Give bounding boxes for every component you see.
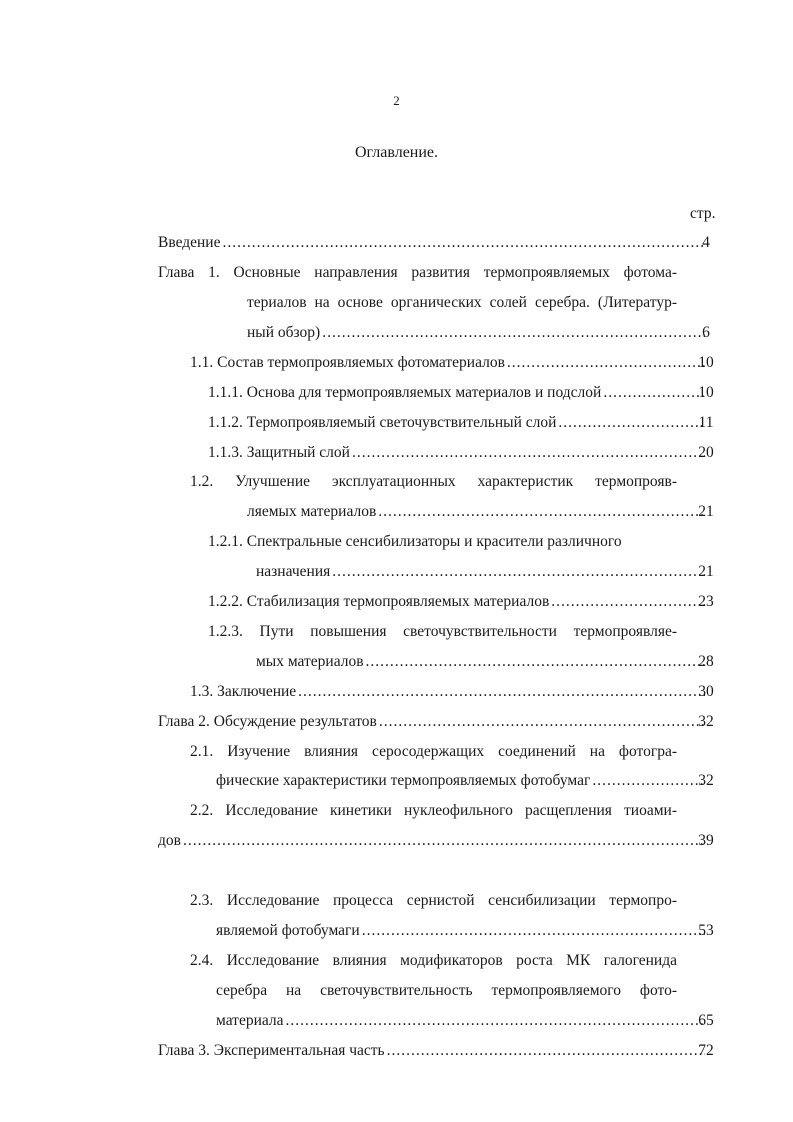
- toc-section-1-1: [190, 353, 705, 373]
- page-column-label: стр.: [690, 205, 716, 222]
- toc-section-1-2-line-2: [247, 502, 705, 522]
- toc-section-2-2-line-1: 2.2. Исследование кинетики нуклеофильного расщепления тиоами-: [190, 802, 677, 819]
- toc-page-number: 6: [702, 324, 710, 341]
- toc-entry-text: ный обзор): [247, 324, 321, 341]
- toc-chapter-1-line-1: Глава 1. Основные направления развития термопроявляемых фотома-: [158, 264, 677, 281]
- toc-section-1-1-2: [208, 413, 705, 433]
- toc-section-2-4-line-1: 2.4. Исследование влияния модификаторов роста МК галогенида: [190, 952, 677, 969]
- toc-section-1-2-line-1: 1.2. Улучшение эксплуатационных характеристик термопрояв-: [190, 473, 677, 490]
- leader-dots: [549, 592, 705, 612]
- leader-dots: [590, 771, 705, 791]
- toc-page-number: 10: [698, 354, 714, 371]
- toc-title: Оглавление.: [354, 144, 439, 161]
- toc-page-number: 32: [698, 772, 714, 789]
- toc-section-1-3: [190, 682, 705, 702]
- toc-page-number: 21: [698, 563, 714, 580]
- leader-dots: [385, 1041, 705, 1061]
- toc-section-2-2-line-2: [158, 831, 705, 851]
- toc-entry-text: 1.3. Заключение: [190, 683, 297, 700]
- leader-dots: [320, 323, 705, 343]
- leader-dots: [181, 831, 705, 851]
- toc-page-number: 30: [698, 683, 714, 700]
- leader-dots: [220, 233, 705, 253]
- leader-dots: [556, 413, 705, 433]
- toc-section-1-1-1: [208, 383, 705, 403]
- toc-page-number: 4: [702, 234, 710, 251]
- toc-entry-text: Введение: [158, 234, 221, 251]
- toc-entry-text: Глава 2. Обсуждение результатов: [158, 713, 377, 730]
- toc-chapter-2: [158, 712, 705, 732]
- toc-section-1-1-3: [208, 443, 705, 463]
- toc-page-number: 20: [698, 444, 714, 461]
- toc-entry-text: дов: [158, 832, 181, 849]
- toc-entry-text: Глава 3. Экспериментальная часть: [158, 1042, 385, 1059]
- toc-section-1-2-2: [208, 592, 705, 612]
- toc-page-number: 53: [698, 922, 714, 939]
- toc-page-number: 72: [698, 1042, 714, 1059]
- toc-entry-text: 1.2.2. Стабилизация термопроявляемых материалов: [208, 593, 550, 610]
- toc-page-number: 65: [698, 1012, 714, 1029]
- leader-dots: [296, 682, 705, 702]
- toc-section-2-4-line-2: серебра на светочувствительность термопроявляемого фото-: [216, 982, 677, 999]
- leader-dots: [330, 562, 705, 582]
- toc-section-1-2-1-line-1: 1.2.1. Спектральные сенсибилизаторы и красители различного: [208, 533, 622, 550]
- toc-chapter-1-line-3: [247, 323, 705, 343]
- toc-chapter-3: [158, 1041, 705, 1061]
- toc-entry-text: мых материалов: [256, 653, 364, 670]
- toc-entry-text: 1.1.3. Защитный слой: [208, 444, 350, 461]
- toc-chapter-1-line-2: териалов на основе органических солей серебра. (Литератур-: [247, 294, 677, 311]
- toc-page-number: 32: [698, 713, 714, 730]
- toc-entry-text: назначения: [256, 563, 331, 580]
- toc-page-number: 11: [698, 414, 714, 431]
- toc-section-2-3-line-2: [216, 921, 705, 941]
- toc-page-number: 10: [698, 384, 714, 401]
- page-number: 2: [393, 93, 400, 108]
- toc-entry-text: материала: [216, 1012, 284, 1029]
- leader-dots: [350, 443, 705, 463]
- toc-entry-text: ляемых материалов: [247, 503, 377, 520]
- leader-dots: [601, 383, 705, 403]
- leader-dots: [360, 921, 705, 941]
- toc-section-1-2-3-line-1: 1.2.3. Пути повышения светочувствительности термопроявляе-: [208, 623, 677, 640]
- toc-entry-text: 1.1.2. Термопроявляемый светочувствительный слой: [208, 414, 557, 431]
- toc-entry-text: 1.1. Состав термопроявляемых фотоматериалов: [190, 354, 505, 371]
- toc-section-2-4-line-3: [216, 1011, 705, 1031]
- toc-section-2-1-line-2: [216, 771, 705, 791]
- toc-entry-text: фические характеристики термопроявляемых фотобумаг: [216, 772, 591, 789]
- toc-page-number: 39: [698, 832, 714, 849]
- leader-dots: [377, 712, 705, 732]
- leader-dots: [284, 1011, 705, 1031]
- toc-section-2-3-line-1: 2.3. Исследование процесса сернистой сенсибилизации термопро-: [190, 892, 677, 909]
- leader-dots: [376, 502, 705, 522]
- toc-entry-intro: [158, 233, 705, 253]
- toc-section-1-2-1-line-2: [256, 562, 705, 582]
- toc-section-1-2-3-line-2: [256, 652, 705, 672]
- toc-section-2-1-line-1: 2.1. Изучение влияния серосодержащих соединений на фотогра-: [190, 743, 677, 760]
- toc-page-number: 21: [698, 503, 714, 520]
- toc-entry-text: 1.1.1. Основа для термопроявляемых материалов и подслой: [208, 384, 602, 401]
- leader-dots: [364, 652, 705, 672]
- leader-dots: [505, 353, 705, 373]
- toc-entry-text: являемой фотобумаги: [216, 922, 360, 939]
- toc-page-number: 23: [698, 593, 714, 610]
- toc-page-number: 28: [698, 653, 714, 670]
